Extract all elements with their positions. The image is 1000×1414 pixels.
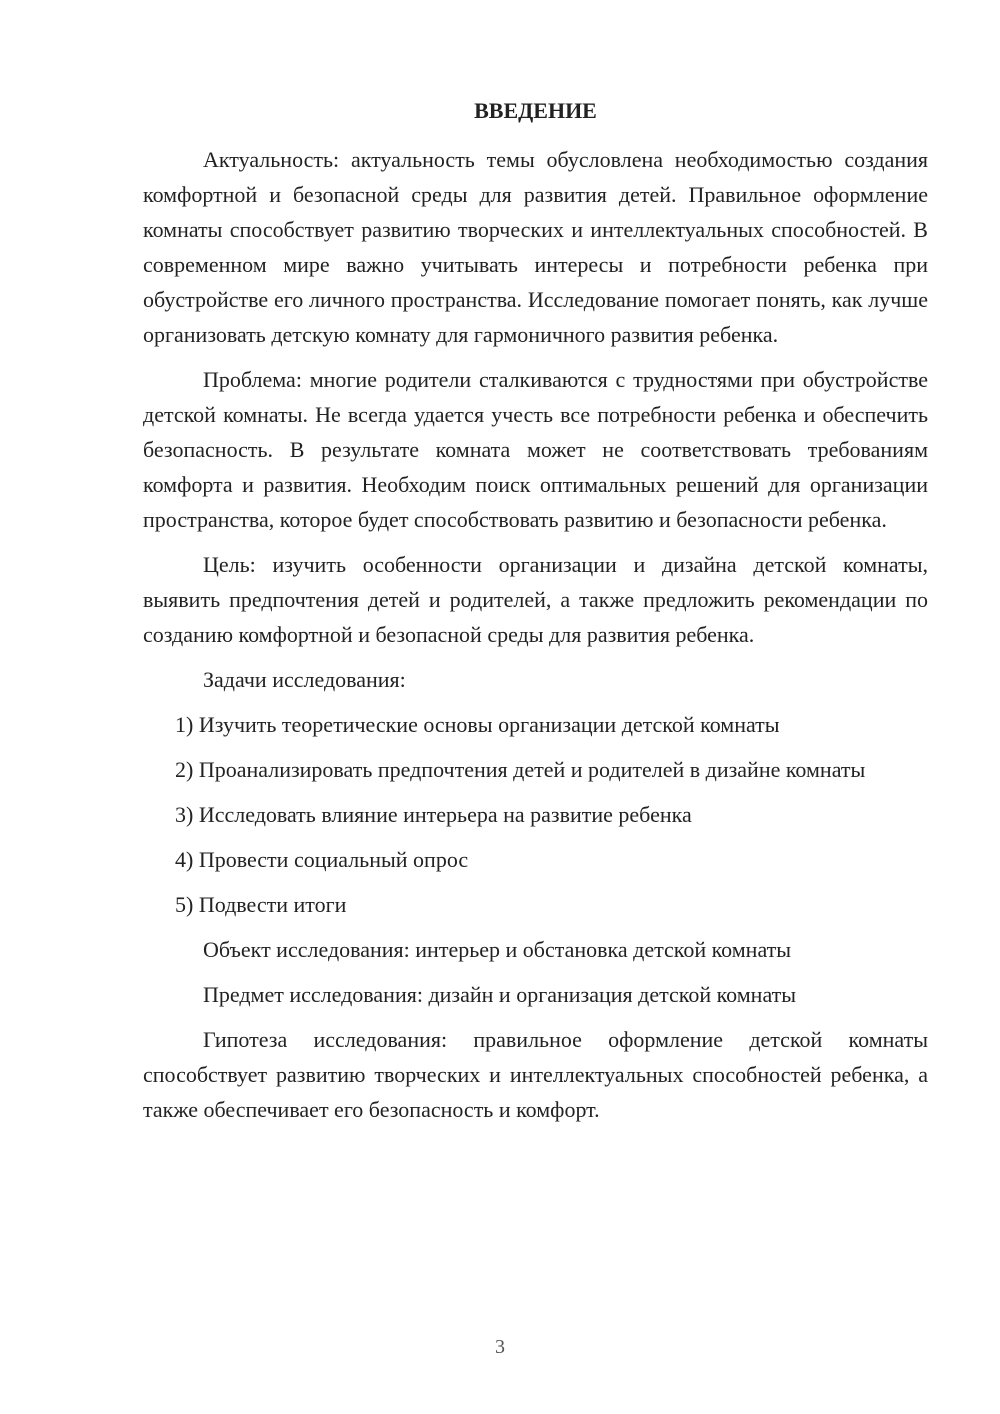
paragraph-problem: Проблема: многие родители сталкиваются с трудностями при обустройстве детской комнаты. Не всегда удается учесть все потребности ребенка и обеспечить безопасность. В результате комната может не соответствовать требованиям комфорта и развития. Необходим поиск оптимальных решений для организации пространства, которое будет способствовать развитию и безопасности ребенка. [143, 367, 928, 532]
paragraph-relevance: Актуальность: актуальность темы обусловлена необходимостью создания комфортной и безопасной среды для развития детей. Правильное оформление комнаты способствует развитию творческих и интеллектуальных способностей. В современном мире важно учитывать интересы и потребности ребенка при обустройстве его личного пространства. Исследование помогает понять, как лучше организовать детскую комнату для гармоничного развития ребенка. [143, 147, 928, 347]
task-item-1: 1) Изучить теоретические основы организации детской комнаты [175, 712, 780, 737]
research-object: Объект исследования: интерьер и обстановка детской комнаты [203, 937, 792, 962]
tasks-heading: Задачи исследования: [203, 667, 406, 692]
research-subject: Предмет исследования: дизайн и организация детской комнаты [203, 982, 797, 1007]
task-item-4: 4) Провести социальный опрос [175, 847, 469, 872]
task-item-3: 3) Исследовать влияние интерьера на развитие ребенка [175, 802, 692, 827]
page-number: 3 [495, 1336, 505, 1358]
paragraph-goal: Цель: изучить особенности организации и дизайна детской комнаты, выявить предпочтения детей и родителей, а также предложить рекомендации по созданию комфортной и безопасной среды для развития ребенка. [143, 552, 928, 647]
document-body [143, 142, 928, 1137]
paragraph-hypothesis: Гипотеза исследования: правильное оформление детской комнаты способствует развитию творческих и интеллектуальных способностей ребенка, а также обеспечивает его безопасность и комфорт. [143, 1027, 928, 1122]
task-item-2: 2) Проанализировать предпочтения детей и родителей в дизайне комнаты [175, 757, 866, 782]
task-item-5: 5) Подвести итоги [175, 892, 347, 917]
page-title: ВВЕДЕНИЕ [474, 98, 597, 123]
